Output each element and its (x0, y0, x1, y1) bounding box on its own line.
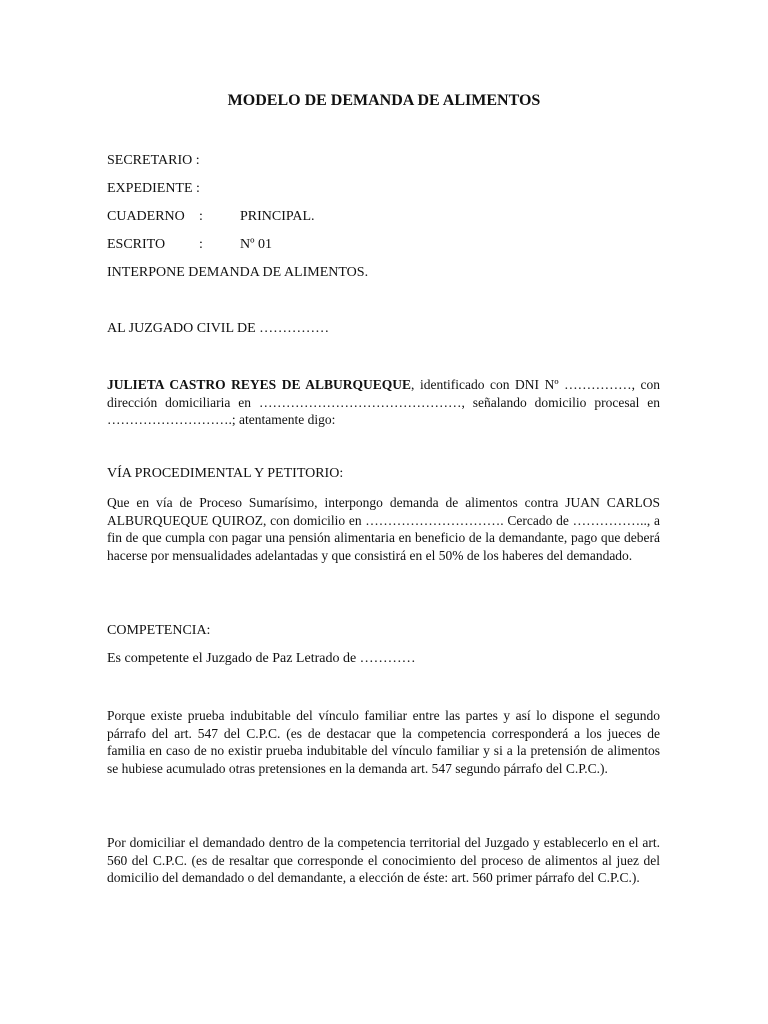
expediente-line: EXPEDIENTE : (107, 181, 200, 196)
plaintiff-name: JULIETA CASTRO REYES DE ALBURQUEQUE (107, 377, 412, 392)
cuaderno-line (107, 209, 315, 225)
escrito-value: Nº 01 (240, 237, 272, 252)
escrito-colon: : (199, 237, 203, 252)
cuaderno-colon: : (199, 209, 203, 224)
secretario-line: SECRETARIO : (107, 153, 200, 168)
via-heading: VÍA PROCEDIMENTAL Y PETITORIO: (107, 466, 344, 481)
escrito-label: ESCRITO (107, 237, 166, 252)
sumilla-line: INTERPONE DEMANDA DE ALIMENTOS. (107, 265, 369, 280)
competencia-paragraph-2: Por domiciliar el demandado dentro de la competencia territorial del Juzgado y establecerlo en el art. 560 del C.P.C. (es de resaltar que corresponde el conocimiento del proceso de alimentos al juez del domicilio del demandado o del demandante, a elección de éste: art. 560 primer párrafo del C.P.C.). (107, 835, 660, 885)
via-paragraph: Que en vía de Proceso Sumarísimo, interpongo demanda de alimentos contra JUAN CARLOS ALBURQUEQUE QUIROZ, con domicilio en …………………………. Cercado de …………….., a fin de que cumpla con pagar una pensión alimentaria en beneficio de la demandante, pago que deberá hacerse por mensualidades adelantadas y que consistirá en el 50% de los haberes del demandado. (107, 495, 660, 563)
escrito-line (107, 237, 272, 253)
document-title: MODELO DE DEMANDA DE ALIMENTOS (227, 92, 541, 109)
addressee-line: AL JUZGADO CIVIL DE …………… (107, 321, 330, 336)
competencia-paragraph-1: Porque existe prueba indubitable del vínculo familiar entre las partes y así lo dispone el segundo párrafo del art. 547 del C.P.C. (es de destacar que la competencia corresponderá a los jueces de familia en caso de no existir prueba indubitable del vínculo familiar y si a la pretensión de alimentos se hubiese acumulado otras pretensiones en la demanda art. 547 segundo párrafo del C.P.C.). (107, 708, 660, 776)
competencia-heading: COMPETENCIA: (107, 623, 211, 638)
cuaderno-value: PRINCIPAL. (240, 209, 315, 224)
intro-paragraph (107, 376, 660, 429)
competencia-line: Es competente el Juzgado de Paz Letrado de ………… (107, 651, 416, 666)
intro-text: , identificado con DNI Nº ……………, con dirección domiciliaria en ………………………………………, señalando domicilio procesal en ……………………….; atentamente digo: (107, 377, 661, 427)
cuaderno-label: CUADERNO (107, 209, 185, 224)
